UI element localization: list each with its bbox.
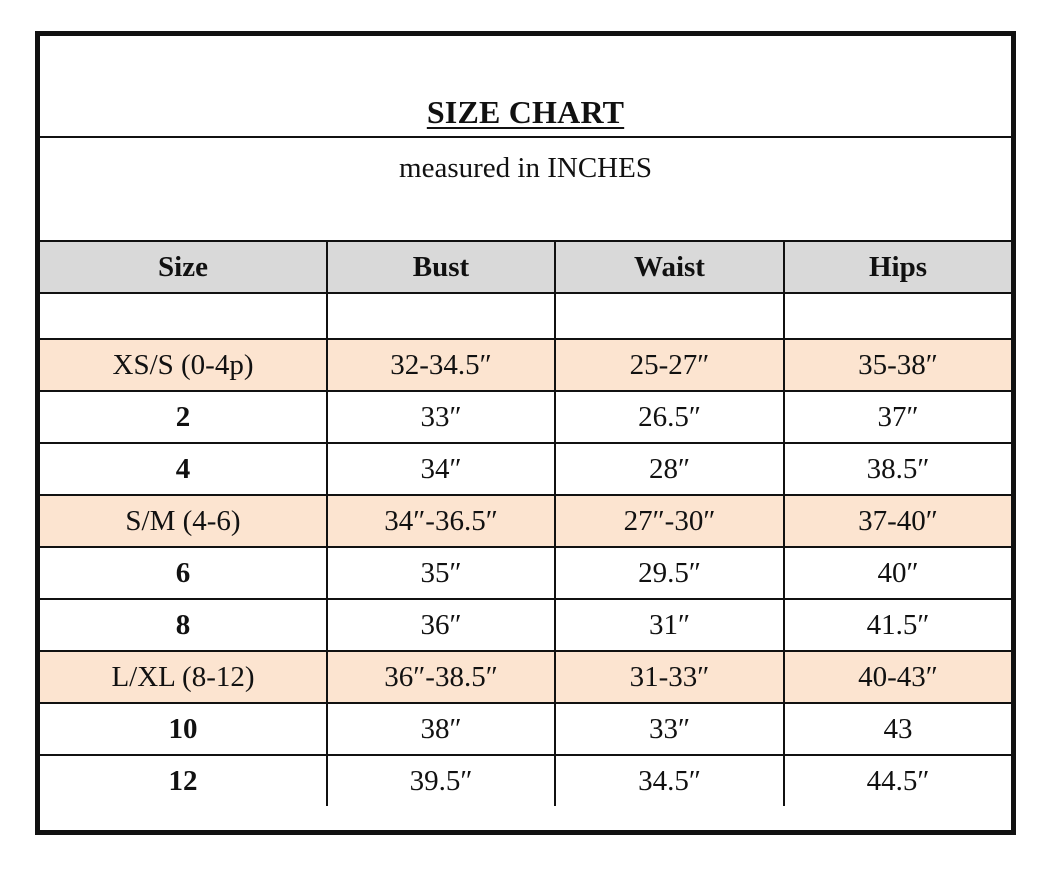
size-cell: L/XL (8-12): [40, 651, 327, 703]
size-table: [40, 240, 1011, 806]
table-header-row: [40, 241, 1011, 293]
size-cell: 8: [40, 599, 327, 651]
hips-cell: 38.5″: [784, 443, 1011, 495]
size-cell: 4: [40, 443, 327, 495]
table-row: [40, 755, 1011, 806]
empty-cell: [327, 293, 555, 339]
bust-cell: 38″: [327, 703, 555, 755]
size-cell: XS/S (0-4p): [40, 339, 327, 391]
hips-cell: 43: [784, 703, 1011, 755]
hips-cell: 41.5″: [784, 599, 1011, 651]
waist-cell: 31″: [555, 599, 784, 651]
waist-cell: 31-33″: [555, 651, 784, 703]
empty-spacer-row: [40, 293, 1011, 339]
size-cell: 10: [40, 703, 327, 755]
column-header-size: Size: [40, 241, 327, 293]
size-cell: 12: [40, 755, 327, 806]
size-group-row: [40, 495, 1011, 547]
bust-cell: 36″: [327, 599, 555, 651]
waist-cell: 34.5″: [555, 755, 784, 806]
table-row: [40, 391, 1011, 443]
hips-cell: 40-43″: [784, 651, 1011, 703]
empty-cell: [40, 293, 327, 339]
size-cell: 6: [40, 547, 327, 599]
bust-cell: 33″: [327, 391, 555, 443]
bust-cell: 34″-36.5″: [327, 495, 555, 547]
table-row: [40, 547, 1011, 599]
bust-cell: 34″: [327, 443, 555, 495]
size-cell: S/M (4-6): [40, 495, 327, 547]
table-row: [40, 703, 1011, 755]
hips-cell: 44.5″: [784, 755, 1011, 806]
hips-cell: 40″: [784, 547, 1011, 599]
hips-cell: 35-38″: [784, 339, 1011, 391]
bust-cell: 39.5″: [327, 755, 555, 806]
column-header-bust: Bust: [327, 241, 555, 293]
title-block: [40, 36, 1011, 138]
units-subtitle: measured in INCHES: [399, 152, 652, 184]
waist-cell: 29.5″: [555, 547, 784, 599]
subtitle-block: [40, 138, 1011, 240]
waist-cell: 27″-30″: [555, 495, 784, 547]
bust-cell: 36″-38.5″: [327, 651, 555, 703]
waist-cell: 33″: [555, 703, 784, 755]
hips-cell: 37-40″: [784, 495, 1011, 547]
waist-cell: 28″: [555, 443, 784, 495]
hips-cell: 37″: [784, 391, 1011, 443]
bust-cell: 32-34.5″: [327, 339, 555, 391]
waist-cell: 26.5″: [555, 391, 784, 443]
empty-cell: [784, 293, 1011, 339]
page-title: SIZE CHART: [426, 94, 625, 130]
empty-cell: [555, 293, 784, 339]
size-chart-frame: [35, 31, 1016, 835]
column-header-waist: Waist: [555, 241, 784, 293]
size-group-row: [40, 339, 1011, 391]
waist-cell: 25-27″: [555, 339, 784, 391]
table-row: [40, 599, 1011, 651]
column-header-hips: Hips: [784, 241, 1011, 293]
size-cell: 2: [40, 391, 327, 443]
size-group-row: [40, 651, 1011, 703]
table-row: [40, 443, 1011, 495]
bust-cell: 35″: [327, 547, 555, 599]
